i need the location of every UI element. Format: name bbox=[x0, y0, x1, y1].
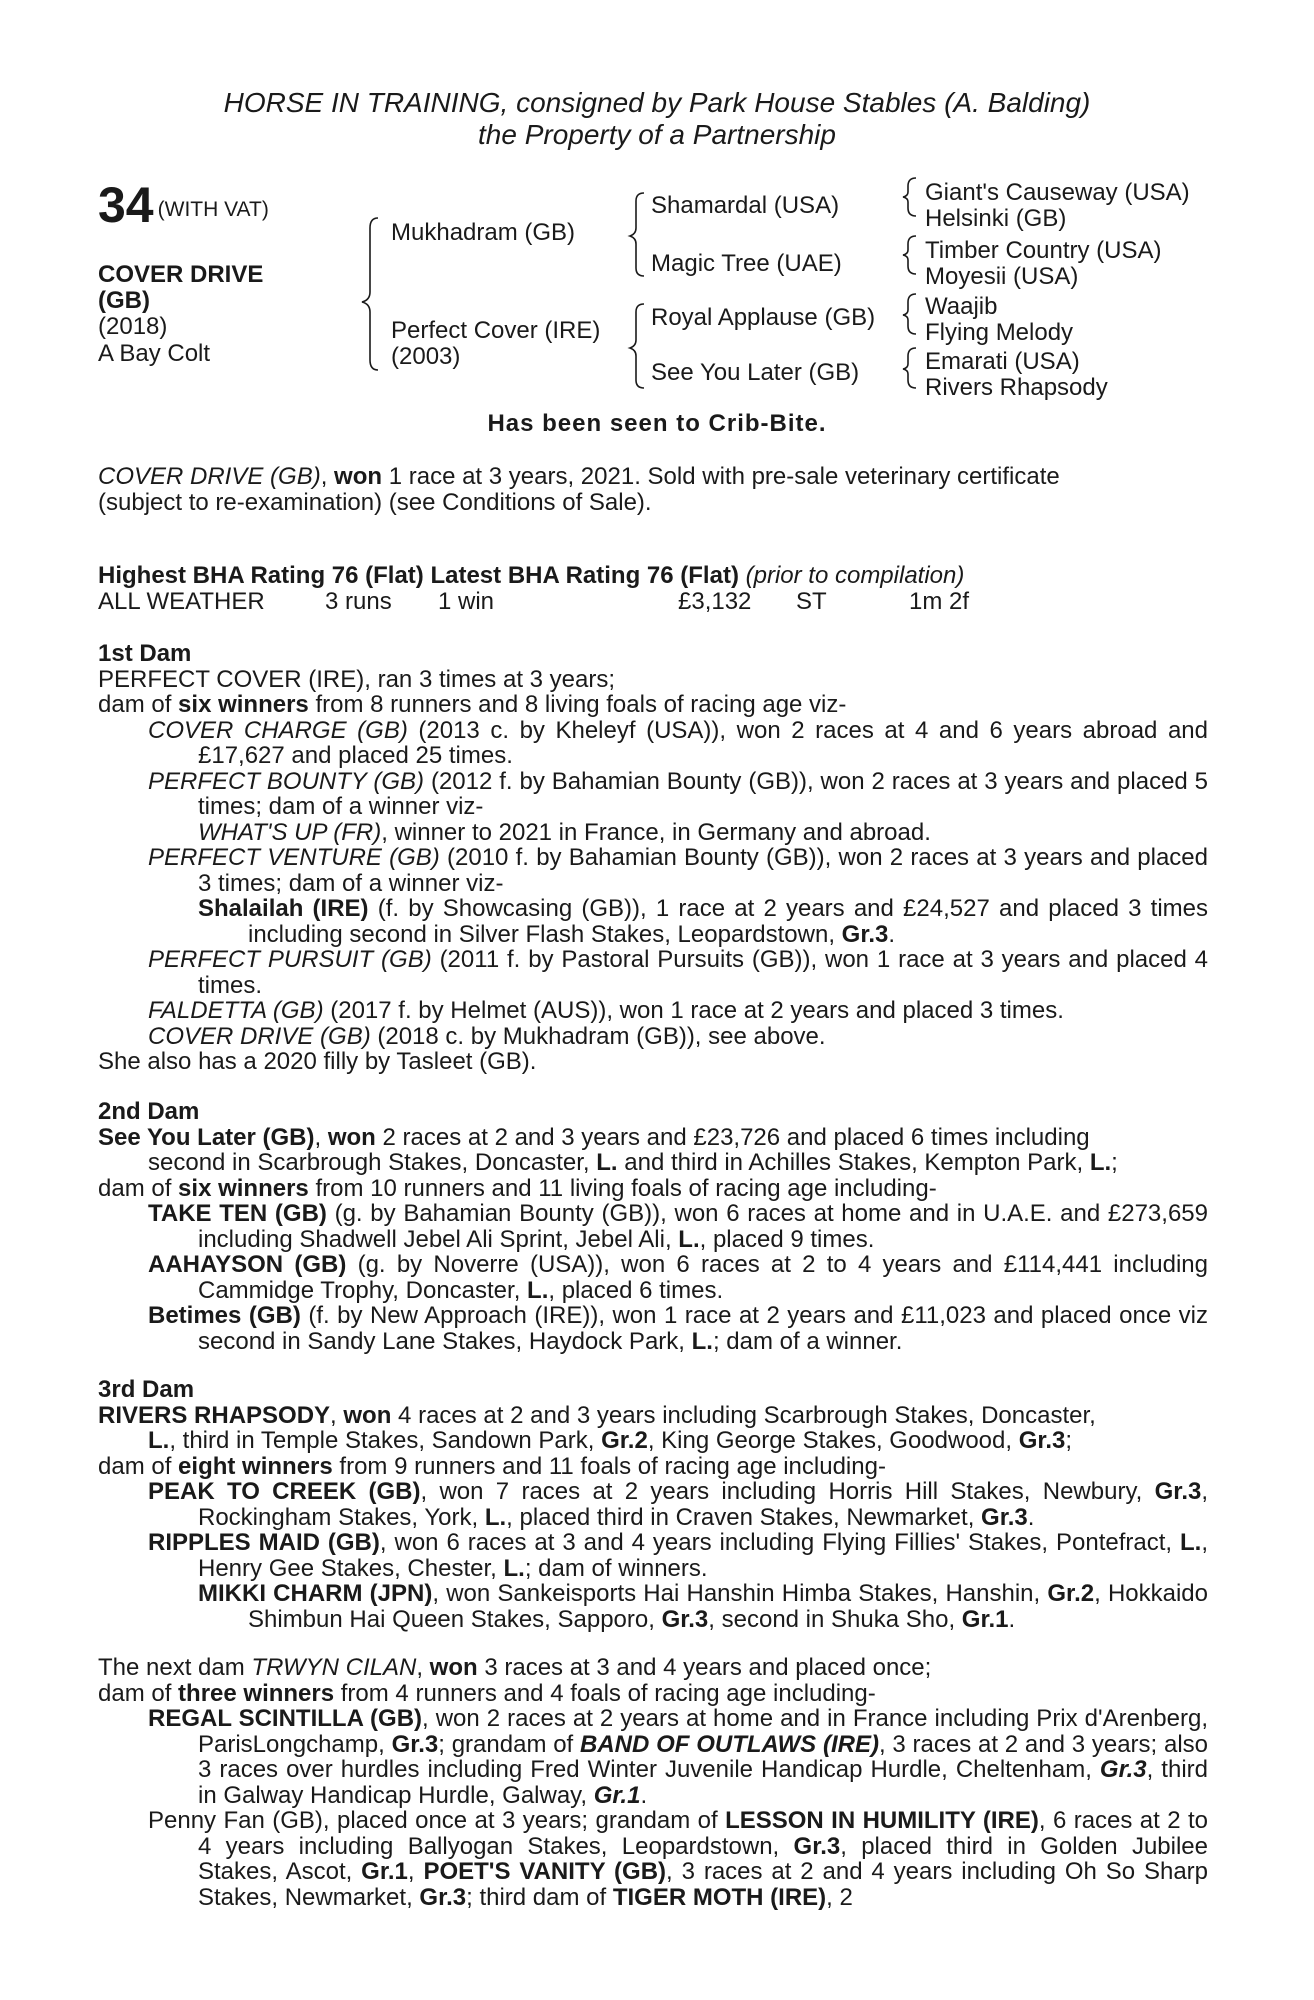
list-item bbox=[198, 896, 1208, 947]
text-span: (prior to compilation) bbox=[745, 562, 965, 589]
text-span: won bbox=[429, 1654, 478, 1681]
list-item bbox=[198, 820, 1208, 846]
text-span: POET'S VANITY (GB) bbox=[423, 1858, 667, 1885]
list-item bbox=[148, 1252, 1208, 1303]
text-span: won bbox=[334, 463, 383, 490]
text-span: Gr.3 bbox=[1154, 1478, 1202, 1505]
text-span: dam of bbox=[98, 1679, 179, 1707]
dam: Perfect Cover (IRE) bbox=[391, 317, 601, 344]
text-span: , bbox=[314, 1123, 328, 1151]
text-span: eight winners bbox=[178, 1452, 333, 1480]
text-span: (2018 c. by Mukhadram (GB)), see above. bbox=[370, 1022, 826, 1050]
runs: 3 runs bbox=[325, 588, 392, 615]
grandparent-7: Emarati (USA) bbox=[925, 348, 1080, 375]
text-span: Gr.3 bbox=[841, 920, 889, 948]
text-span: MIKKI CHARM (JPN) bbox=[198, 1580, 433, 1607]
dam-sire: Royal Applause (GB) bbox=[651, 304, 876, 331]
horse-name-suffix: (GB) bbox=[98, 287, 150, 314]
text-span: TRWYN CILAN bbox=[251, 1654, 417, 1681]
text-span: ; grandam of bbox=[438, 1730, 580, 1758]
text-span: L. bbox=[678, 1225, 700, 1253]
text-span: Gr.3 bbox=[419, 1883, 467, 1911]
text-span: . bbox=[1008, 1605, 1016, 1633]
text-span: Gr.3 bbox=[661, 1605, 709, 1633]
dam-dam: See You Later (GB) bbox=[651, 359, 860, 386]
sire-sire: Shamardal (USA) bbox=[651, 192, 840, 219]
prize-money: £3,132 bbox=[678, 588, 752, 615]
header-subtitle: the Property of a Partnership bbox=[478, 119, 836, 150]
text-span: Gr.1 bbox=[961, 1605, 1009, 1633]
text-span: RIVERS RHAPSODY bbox=[98, 1401, 331, 1429]
wins: 1 win bbox=[438, 588, 495, 615]
text-span: from 9 runners and 11 foals of racing age including- bbox=[332, 1452, 886, 1480]
text-span: COVER DRIVE (GB) bbox=[148, 1022, 371, 1050]
list-item bbox=[148, 1201, 1208, 1252]
text-span: (2012 f. by Bahamian Bounty (GB)), won 2 races at 3 years and placed 5 times; dam of a winner viz- bbox=[198, 767, 1209, 820]
dam-year: (2003) bbox=[391, 343, 461, 370]
list-item bbox=[148, 1530, 1208, 1581]
text-span: Gr.1 bbox=[361, 1858, 408, 1885]
list-item bbox=[198, 1581, 1208, 1632]
text-span: ; dam of a winner. bbox=[712, 1327, 903, 1355]
surface: ALL WEATHER bbox=[98, 588, 265, 615]
text-span: , 2 bbox=[826, 1883, 853, 1911]
text-span: , won 6 races at 3 and 4 years including Flying Fillies' Stakes, Pontefract, bbox=[379, 1529, 1181, 1556]
text-span: . bbox=[640, 1781, 648, 1809]
text-span: She also has a 2020 filly by Tasleet (GB). bbox=[98, 1048, 537, 1075]
rating-line bbox=[98, 563, 1208, 589]
text-span: AAHAYSON (GB) bbox=[148, 1251, 347, 1278]
text-span: Gr.3 bbox=[1099, 1756, 1147, 1783]
grandparent-1: Giant's Causeway (USA) bbox=[925, 179, 1190, 206]
sire-dam: Magic Tree (UAE) bbox=[651, 250, 842, 277]
crib-bite-notice: Has been seen to Crib-Bite. bbox=[487, 410, 827, 437]
text-span: Gr.1 bbox=[593, 1781, 641, 1809]
text-span: (f. by Showcasing (GB)), 1 race at 2 years and £24,527 and placed 3 times including second in Silver Flash Stakes, Leopardstown, bbox=[248, 895, 1208, 948]
text-span: REGAL SCINTILLA (GB) bbox=[148, 1705, 423, 1732]
first-dam-section bbox=[98, 641, 1208, 1075]
text-span: Shalailah (IRE) bbox=[198, 895, 369, 922]
intro-paragraph: COVER DRIVE (GB), won 1 race at 3 years, 2021. Sold with pre-sale veterinary certificate (subject to re-examination) (see Conditions of Sale). bbox=[98, 464, 1208, 515]
text-span: , Rockingham Stakes, York, bbox=[198, 1478, 1209, 1531]
text-span: PERFECT PURSUIT (GB) bbox=[148, 946, 432, 973]
text-span: three winners bbox=[178, 1679, 335, 1707]
text-span: L. bbox=[691, 1327, 713, 1355]
text-span: L. bbox=[1180, 1529, 1202, 1556]
text-span: BAND OF OUTLAWS (IRE) bbox=[580, 1730, 879, 1758]
text-span: L. bbox=[484, 1503, 507, 1531]
text-span: COVER DRIVE (GB) bbox=[98, 463, 321, 490]
text-span: COVER CHARGE (GB) bbox=[148, 716, 408, 744]
list-item bbox=[148, 718, 1208, 769]
text-span: , won 2 races at 2 years at home and in France including Prix d'Arenberg, ParisLongchamp, bbox=[198, 1705, 1208, 1758]
text-span: , third in Temple Stakes, Sandown Park, bbox=[169, 1427, 602, 1454]
text-span: LESSON IN HUMILITY (IRE) bbox=[725, 1807, 1039, 1834]
text-span: See You Later (GB) bbox=[98, 1123, 315, 1151]
text-span: and third in Achilles Stakes, Kempton Park, bbox=[617, 1149, 1090, 1176]
text-span: . bbox=[1027, 1503, 1035, 1531]
text-span: , Henry Gee Stakes, Chester, bbox=[198, 1529, 1209, 1582]
text-span: PERFECT VENTURE (GB) bbox=[148, 844, 440, 871]
text-span: , third in Galway Handicap Hurdle, Galway, bbox=[198, 1756, 1208, 1809]
text-span: dam of bbox=[98, 691, 179, 718]
text-span: Betimes (GB) bbox=[148, 1302, 301, 1329]
text-span: PEAK TO CREEK (GB) bbox=[148, 1478, 421, 1505]
horse-year: (2018) bbox=[98, 313, 168, 340]
text-span: , 3 races at 2 and 3 years; also 3 races over hurdles including Fred Winter Juvenile Handicap Hurdle, Cheltenham, bbox=[198, 1730, 1209, 1783]
text-span: six winners bbox=[178, 691, 309, 718]
third-dam-section bbox=[98, 1377, 1208, 1632]
text-span: ; third dam of bbox=[466, 1883, 613, 1911]
text-span: Gr.3 bbox=[981, 1503, 1028, 1531]
text-span: PERFECT COVER (IRE), ran 3 times at 3 years; bbox=[98, 665, 616, 693]
text-span: , placed third in Golden Jubilee Stakes, Ascot, bbox=[198, 1832, 1208, 1885]
text-span: dam of bbox=[98, 1452, 179, 1480]
text-span: L. bbox=[596, 1149, 618, 1176]
list-item bbox=[148, 1808, 1208, 1910]
course: ST bbox=[796, 588, 827, 615]
grandparent-8: Rivers Rhapsody bbox=[925, 374, 1108, 401]
text-span: L. bbox=[1089, 1149, 1112, 1176]
text-span: Highest BHA Rating 76 (Flat) Latest BHA Rating 76 (Flat) bbox=[98, 562, 739, 589]
text-span: (2010 f. by Bahamian Bounty (GB)), won 2 races at 3 years and placed 3 times; dam of a winner viz- bbox=[198, 844, 1208, 897]
text-span: 4 races at 2 and 3 years including Scarbrough Stakes, Doncaster, bbox=[391, 1401, 1096, 1429]
list-item bbox=[148, 998, 1208, 1024]
horse-name: COVER DRIVE bbox=[98, 261, 264, 288]
text-span: , bbox=[416, 1654, 430, 1681]
text-span: Gr.2 bbox=[1047, 1580, 1095, 1607]
text-span: , won Sankeisports Hai Hanshin Himba Stakes, Hanshin, bbox=[432, 1580, 1048, 1607]
grandparent-3: Timber Country (USA) bbox=[925, 237, 1162, 264]
text-span: (2013 c. by Kheleyf (USA)), won 2 races at 4 and 6 years abroad and £17,627 and placed 25 times. bbox=[198, 716, 1208, 769]
text-span: . bbox=[888, 920, 896, 948]
text-span: WHAT'S UP (FR) bbox=[198, 818, 382, 846]
header-title: HORSE IN TRAINING, consigned by Park House Stables (A. Balding) bbox=[223, 87, 1091, 118]
text-span: won bbox=[343, 1401, 392, 1429]
grandparent-6: Flying Melody bbox=[925, 319, 1074, 346]
text-span: (g. by Noverre (USA)), won 6 races at 2 to 4 years and £114,441 including Cammidge Trophy, Doncaster, bbox=[198, 1251, 1208, 1304]
next-dam-section bbox=[98, 1655, 1208, 1910]
text-span: , placed 6 times. bbox=[548, 1276, 724, 1304]
text-span: , bbox=[407, 1858, 424, 1885]
grandparent-4: Moyesii (USA) bbox=[925, 263, 1079, 290]
text-span: (2011 f. by Pastoral Pursuits (GB)), won 1 race at 3 years and placed 4 times. bbox=[198, 946, 1209, 999]
section-heading: 2nd Dam bbox=[98, 1098, 200, 1125]
section-heading: 3rd Dam bbox=[98, 1376, 195, 1403]
text-span: , King George Stakes, Goodwood, bbox=[647, 1427, 1019, 1454]
text-span: from 10 runners and 11 living foals of racing age including- bbox=[308, 1174, 937, 1202]
text-span: ; bbox=[1065, 1427, 1073, 1454]
text-span: (subject to re-examination) (see Conditions of Sale). bbox=[98, 488, 652, 516]
text-span: 3 races at 3 and 4 years and placed once; bbox=[477, 1654, 932, 1681]
list-item bbox=[148, 1706, 1208, 1808]
text-span: 34 bbox=[98, 177, 154, 233]
list-item bbox=[148, 947, 1208, 998]
grandparent-5: Waajib bbox=[925, 293, 998, 320]
text-span: L. bbox=[503, 1554, 525, 1582]
text-span: , 3 races at 2 and 4 years including Oh So Sharp Stakes, Newmarket, bbox=[198, 1858, 1209, 1911]
text-span: second in Scarbrough Stakes, Doncaster, bbox=[148, 1149, 597, 1176]
text-span: from 8 runners and 8 living foals of racing age viz- bbox=[308, 691, 847, 718]
text-span: 2 races at 2 and 3 years and £23,726 and placed 6 times including bbox=[375, 1123, 1090, 1151]
horse-description: A Bay Colt bbox=[98, 340, 211, 367]
text-span: , placed 9 times. bbox=[699, 1225, 875, 1253]
text-span: ; bbox=[1111, 1149, 1118, 1176]
text-span: ; dam of winners. bbox=[524, 1554, 708, 1582]
text-span: The next dam bbox=[98, 1654, 252, 1681]
text-span: , winner to 2021 in France, in Germany and abroad. bbox=[381, 818, 931, 846]
text-span: (f. by New Approach (IRE)), won 1 race at 2 years and £11,023 and placed once viz second in Sandy Lane Stakes, Haydock Park, bbox=[198, 1302, 1208, 1355]
text-span: , 6 races at 2 to 4 years including Ballyogan Stakes, Leopardstown, bbox=[198, 1807, 1208, 1860]
list-item bbox=[148, 1479, 1208, 1530]
distance: 1m 2f bbox=[909, 588, 970, 615]
text-span: won bbox=[327, 1123, 376, 1151]
list-item bbox=[148, 1024, 1208, 1050]
sire: Mukhadram (GB) bbox=[391, 219, 576, 246]
list-item bbox=[148, 845, 1208, 896]
text-span: , Hokkaido Shimbun Hai Queen Stakes, Sapporo, bbox=[248, 1580, 1208, 1633]
text-span: TAKE TEN (GB) bbox=[148, 1200, 327, 1227]
text-span: RIPPLES MAID (GB) bbox=[148, 1529, 380, 1556]
text-span: Gr.2 bbox=[601, 1427, 648, 1454]
text-span: L. bbox=[148, 1427, 170, 1454]
text-span: Gr.3 bbox=[793, 1832, 841, 1860]
text-span: six winners bbox=[178, 1174, 309, 1202]
text-span: , won 7 races at 2 years including Horris Hill Stakes, Newbury, bbox=[420, 1478, 1155, 1505]
grandparent-2: Helsinki (GB) bbox=[925, 205, 1067, 232]
text-span: (2017 f. by Helmet (AUS)), won 1 race at 2 years and placed 3 times. bbox=[323, 997, 1064, 1024]
text-span: Penny Fan (GB), placed once at 3 years; grandam of bbox=[148, 1807, 726, 1834]
text-span: , second in Shuka Sho, bbox=[708, 1605, 962, 1633]
text-span: dam of bbox=[98, 1174, 179, 1202]
text-span: L. bbox=[527, 1276, 549, 1304]
text-span: , placed third in Craven Stakes, Newmarket, bbox=[506, 1503, 982, 1531]
text-span: TIGER MOTH (IRE) bbox=[612, 1883, 827, 1911]
race-record bbox=[98, 589, 1208, 615]
text-span: Gr.3 bbox=[391, 1730, 439, 1758]
second-dam-section bbox=[98, 1099, 1208, 1354]
text-span: , bbox=[330, 1401, 344, 1429]
section-heading: 1st Dam bbox=[98, 640, 192, 667]
text-span: FALDETTA (GB) bbox=[148, 997, 324, 1024]
text-span: from 4 runners and 4 foals of racing age including- bbox=[334, 1679, 876, 1707]
text-span: PERFECT BOUNTY (GB) bbox=[148, 767, 425, 795]
text-span: 1 race at 3 years, 2021. Sold with pre-sale veterinary certificate bbox=[382, 463, 1060, 490]
text-span: Gr.3 bbox=[1018, 1427, 1066, 1454]
list-item bbox=[148, 1303, 1208, 1354]
vat-label: (WITH VAT) bbox=[157, 198, 269, 221]
list-item bbox=[148, 769, 1208, 820]
text-span: (g. by Bahamian Bounty (GB)), won 6 races at home and in U.A.E. and £273,659 including Shadwell Jebel Ali Sprint, Jebel Ali, bbox=[198, 1200, 1208, 1253]
